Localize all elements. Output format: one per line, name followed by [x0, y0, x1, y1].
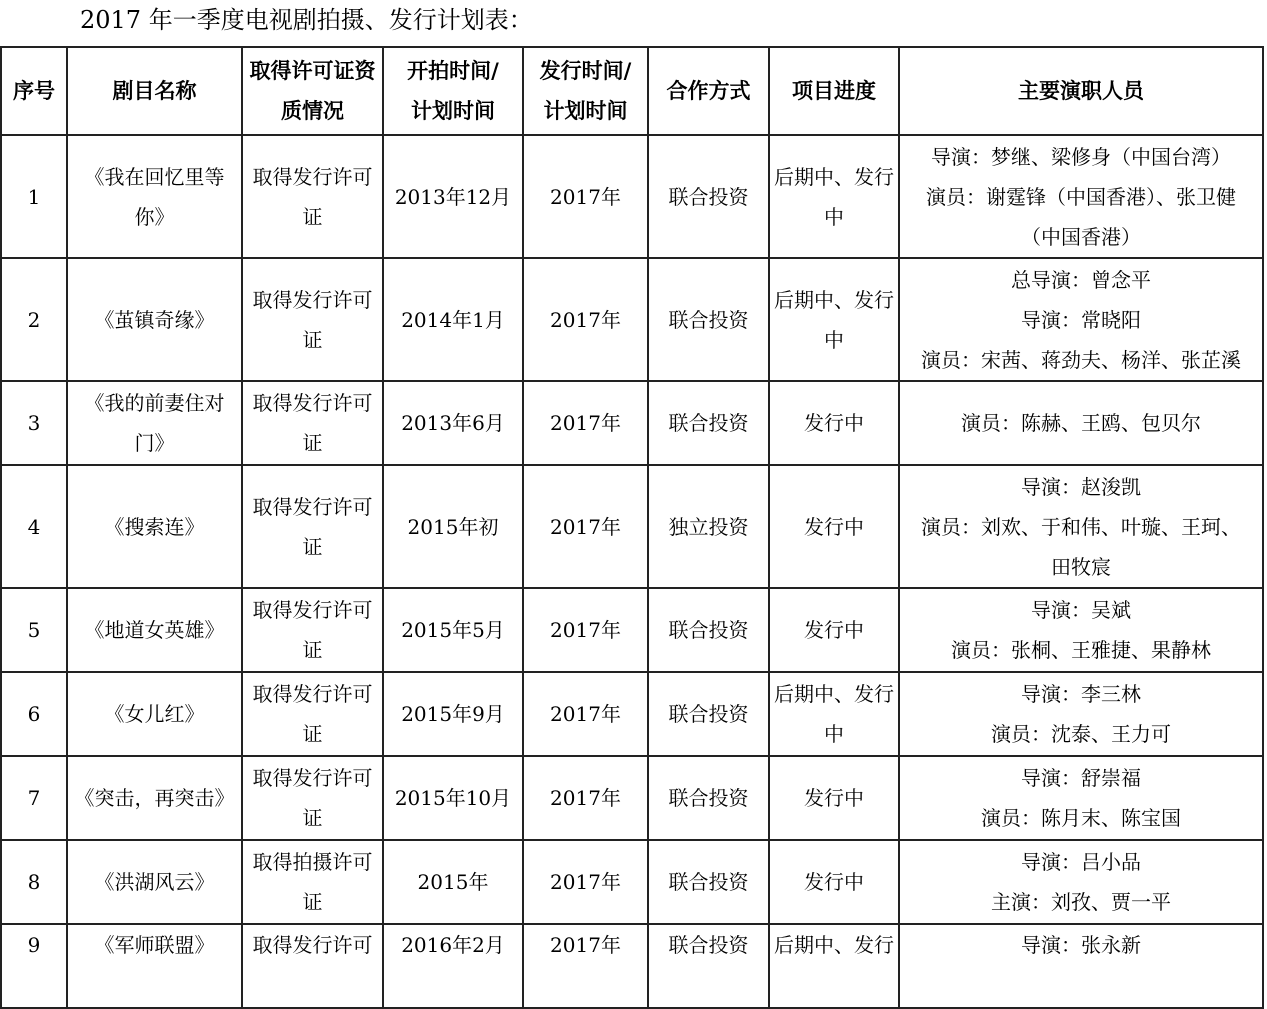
- cell-start: [383, 135, 523, 258]
- cell-progress-line: 中: [824, 327, 844, 352]
- cell-crew-line: 导演：吴斌: [1031, 598, 1131, 622]
- cell-start-text: 2015年10月: [394, 786, 512, 810]
- table-header-row: [1, 47, 1263, 135]
- cell-name-line: 你》: [134, 204, 175, 229]
- cell-crew: [899, 840, 1263, 924]
- table-row: [1, 672, 1263, 756]
- header-license: 取得许可证资 质情况: [242, 47, 383, 135]
- cell-release-text: 2017年: [550, 786, 621, 810]
- cell-release-text: 2017年: [550, 618, 621, 642]
- table-row: [1, 756, 1263, 840]
- cell-license-line: 取得发行许可: [252, 287, 373, 312]
- cell-start-text: 2016年2月: [401, 933, 505, 957]
- cell-crew-line: 演员：宋茜、蒋劲夫、杨洋、张芷溪: [921, 347, 1241, 372]
- cell-license: [242, 135, 383, 258]
- cell-name-line: 《茧镇奇缘》: [94, 307, 215, 332]
- cell-start: [383, 465, 523, 588]
- cell-license-line: 取得发行许可: [252, 164, 373, 189]
- cell-name-line: 《军师联盟》: [94, 933, 215, 957]
- cell-progress: [769, 840, 899, 924]
- cell-mode: [648, 258, 769, 381]
- cell-progress-line: 中: [824, 204, 844, 229]
- cell-mode: [648, 756, 769, 840]
- cell-progress-line: 发行中: [804, 411, 864, 435]
- cell-name-line: 《洪湖风云》: [94, 870, 215, 894]
- cell-name-line: 门》: [134, 431, 175, 455]
- table-row: [1, 381, 1263, 465]
- cell-progress: [769, 465, 899, 588]
- cell-crew-line: 演员：沈泰、王力可: [991, 722, 1171, 746]
- cell-license-line: 证: [302, 204, 323, 229]
- cell-license-line: 证: [302, 722, 323, 746]
- cell-license: [242, 258, 383, 381]
- cell-progress-line: 发行中: [804, 514, 864, 539]
- table-row: [1, 924, 1263, 1008]
- cell-license-line: 取得发行许可: [252, 766, 373, 790]
- cell-start-text: 2013年6月: [401, 411, 505, 435]
- cell-progress: [769, 756, 899, 840]
- cell-crew-line: 演员：张桐、王雅捷、果静林: [951, 638, 1211, 662]
- header-start: 开拍时间/ 计划时间: [383, 47, 523, 135]
- cell-progress: [769, 258, 899, 381]
- cell-start-text: 2015年: [417, 870, 489, 894]
- cell-crew-line: 导演：张永新: [1021, 933, 1141, 957]
- cell-crew: [899, 135, 1263, 258]
- cell-no: [1, 672, 67, 756]
- cell-license: [242, 465, 383, 588]
- cell-no-text: 2: [27, 307, 41, 332]
- cell-crew: [899, 381, 1263, 465]
- cell-release-text: 2017年: [550, 933, 621, 957]
- cell-progress-line: 中: [824, 722, 844, 746]
- cell-release: [523, 381, 648, 465]
- tv-schedule-table: [0, 46, 1264, 1009]
- cell-release: [523, 756, 648, 840]
- cell-no-text: 1: [27, 184, 41, 209]
- cell-license-line: 证: [302, 638, 323, 662]
- cell-mode-text: 联合投资: [668, 411, 749, 435]
- cell-crew-line: 田牧宸: [1051, 554, 1111, 579]
- cell-crew: [899, 672, 1263, 756]
- cell-license-line: 取得发行许可: [252, 682, 373, 706]
- cell-crew-line: 导演：舒崇福: [1021, 766, 1141, 790]
- cell-mode: [648, 588, 769, 672]
- cell-crew-line: （中国香港）: [1021, 224, 1141, 249]
- cell-no: [1, 924, 67, 1008]
- cell-crew-line: 导演：常晓阳: [1021, 307, 1141, 332]
- cell-no-text: 6: [27, 702, 41, 726]
- cell-mode-text: 独立投资: [668, 514, 749, 539]
- cell-start: [383, 672, 523, 756]
- header-progress: 项目进度: [769, 47, 899, 135]
- cell-crew: [899, 756, 1263, 840]
- cell-mode: [648, 465, 769, 588]
- cell-crew: [899, 588, 1263, 672]
- cell-release: [523, 258, 648, 381]
- cell-license-line: 取得拍摄许可: [252, 850, 373, 874]
- cell-progress: [769, 135, 899, 258]
- cell-license: [242, 588, 383, 672]
- cell-start-text: 2015年初: [407, 514, 499, 539]
- cell-progress-line: 发行中: [804, 786, 864, 810]
- cell-crew-line: 导演：赵浚凯: [1021, 474, 1141, 499]
- cell-license: [242, 672, 383, 756]
- cell-no-text: 4: [27, 514, 41, 539]
- cell-mode-text: 联合投资: [668, 933, 749, 957]
- cell-start: [383, 588, 523, 672]
- cell-no-text: 7: [27, 786, 41, 810]
- cell-no-text: 3: [27, 411, 41, 435]
- cell-name-line: 《我在回忆里等: [84, 164, 225, 189]
- table-row: [1, 135, 1263, 258]
- cell-name: [67, 672, 242, 756]
- table-row: [1, 465, 1263, 588]
- cell-name: [67, 924, 242, 1008]
- cell-no: [1, 135, 67, 258]
- cell-license-line: 证: [302, 534, 323, 559]
- cell-release-text: 2017年: [550, 870, 621, 894]
- cell-name: [67, 258, 242, 381]
- cell-name: [67, 135, 242, 258]
- cell-progress-line: 发行中: [804, 618, 864, 642]
- cell-release: [523, 924, 648, 1008]
- cell-mode-text: 联合投资: [668, 307, 749, 332]
- cell-license-line: 取得发行许可: [252, 391, 373, 415]
- cell-start-text: 2015年5月: [401, 618, 505, 642]
- cell-name-line: 《女儿红》: [104, 702, 205, 726]
- header-no: 序号: [1, 47, 67, 135]
- cell-crew-line: 导演：梦继、梁修身（中国台湾）: [931, 144, 1231, 169]
- cell-no-text: 5: [27, 618, 41, 642]
- cell-no-text: 9: [27, 933, 41, 957]
- cell-no: [1, 258, 67, 381]
- cell-license-line: 取得发行许可: [252, 933, 373, 957]
- cell-license-line: 证: [302, 327, 323, 352]
- cell-license: [242, 924, 383, 1008]
- cell-progress-line: 后期中、发行: [774, 682, 894, 706]
- cell-name: [67, 465, 242, 588]
- cell-mode: [648, 381, 769, 465]
- cell-license: [242, 381, 383, 465]
- cell-release-text: 2017年: [550, 184, 621, 209]
- cell-no: [1, 840, 67, 924]
- cell-progress-line: 后期中、发行: [774, 933, 894, 957]
- cell-mode: [648, 135, 769, 258]
- cell-name-line: 《突击，再突击》: [74, 786, 235, 810]
- cell-release: [523, 588, 648, 672]
- cell-mode-text: 联合投资: [668, 618, 749, 642]
- cell-license: [242, 840, 383, 924]
- cell-release-text: 2017年: [550, 307, 621, 332]
- cell-mode-text: 联合投资: [668, 786, 749, 810]
- table-row: [1, 840, 1263, 924]
- cell-name: [67, 840, 242, 924]
- cell-progress-line: 后期中、发行: [774, 164, 894, 189]
- header-mode: 合作方式: [648, 47, 769, 135]
- cell-name-line: 《搜索连》: [104, 514, 205, 539]
- cell-license-line: 证: [302, 890, 323, 914]
- cell-start: [383, 258, 523, 381]
- cell-mode-text: 联合投资: [668, 870, 749, 894]
- cell-start: [383, 381, 523, 465]
- cell-crew-line: 导演：吕小品: [1021, 850, 1141, 874]
- table-row: [1, 588, 1263, 672]
- header-crew: 主要演职人员: [899, 47, 1263, 135]
- cell-progress-line: 后期中、发行: [774, 287, 894, 312]
- cell-start-text: 2015年9月: [401, 702, 505, 726]
- cell-release: [523, 135, 648, 258]
- cell-crew-line: 演员：刘欢、于和伟、叶璇、王珂、: [921, 514, 1241, 539]
- cell-name: [67, 588, 242, 672]
- cell-mode: [648, 924, 769, 1008]
- cell-start: [383, 840, 523, 924]
- cell-start: [383, 924, 523, 1008]
- cell-license-line: 取得发行许可: [252, 598, 373, 622]
- cell-mode-text: 联合投资: [668, 184, 749, 209]
- cell-release: [523, 672, 648, 756]
- cell-mode-text: 联合投资: [668, 702, 749, 726]
- cell-crew-line: 主演：刘孜、贾一平: [991, 890, 1171, 914]
- cell-progress: [769, 672, 899, 756]
- cell-mode: [648, 840, 769, 924]
- page-title: 2017 年一季度电视剧拍摄、发行计划表：: [80, 6, 533, 34]
- cell-no-text: 8: [27, 870, 41, 894]
- cell-license-line: 证: [302, 431, 323, 455]
- cell-crew-line: 导演：李三林: [1021, 682, 1141, 706]
- cell-crew-line: 演员：陈月末、陈宝国: [981, 806, 1181, 830]
- cell-license: [242, 756, 383, 840]
- cell-start-text: 2014年1月: [401, 307, 505, 332]
- cell-mode: [648, 672, 769, 756]
- cell-progress: [769, 588, 899, 672]
- cell-crew: [899, 465, 1263, 588]
- cell-crew: [899, 924, 1263, 1008]
- cell-name-line: 《我的前妻住对: [84, 391, 225, 415]
- cell-no: [1, 465, 67, 588]
- header-name: 剧目名称: [67, 47, 242, 135]
- header-release: 发行时间/ 计划时间: [523, 47, 648, 135]
- cell-release-text: 2017年: [550, 411, 621, 435]
- cell-license-line: 取得发行许可: [252, 494, 373, 519]
- cell-license-line: 证: [302, 806, 323, 830]
- cell-crew: [899, 258, 1263, 381]
- cell-release-text: 2017年: [550, 702, 621, 726]
- cell-crew-line: 演员：陈赫、王鸥、包贝尔: [961, 411, 1201, 435]
- cell-release: [523, 840, 648, 924]
- cell-progress: [769, 924, 899, 1008]
- cell-no: [1, 756, 67, 840]
- table-row: [1, 258, 1263, 381]
- cell-progress: [769, 381, 899, 465]
- cell-crew-line: 总导演：曾念平: [1011, 267, 1151, 292]
- cell-no: [1, 381, 67, 465]
- cell-progress-line: 发行中: [804, 870, 864, 894]
- cell-name-line: 《地道女英雄》: [84, 618, 225, 642]
- cell-crew-line: 演员：谢霆锋（中国香港）、张卫健: [926, 184, 1236, 209]
- cell-release-text: 2017年: [550, 514, 621, 539]
- cell-release: [523, 465, 648, 588]
- cell-start: [383, 756, 523, 840]
- cell-no: [1, 588, 67, 672]
- cell-name: [67, 381, 242, 465]
- cell-start-text: 2013年12月: [394, 184, 512, 209]
- cell-name: [67, 756, 242, 840]
